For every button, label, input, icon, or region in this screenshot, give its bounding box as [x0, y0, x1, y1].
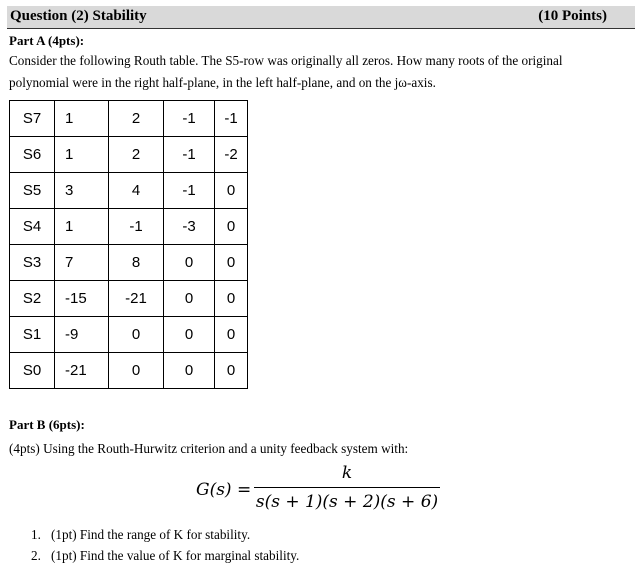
table-cell: -15	[55, 281, 109, 317]
table-cell: 1	[55, 209, 109, 245]
table-row	[10, 317, 248, 353]
table-cell: S0	[10, 353, 55, 389]
table-row	[10, 101, 248, 137]
table-cell: S4	[10, 209, 55, 245]
table-cell: -21	[109, 281, 164, 317]
list-item	[31, 524, 299, 545]
table-cell: -9	[55, 317, 109, 353]
list-text: (1pt) Find the range of K for stability.	[51, 527, 251, 542]
table-row	[10, 137, 248, 173]
part-b-intro: (4pts) Using the Routh-Hurwitz criterion and a unity feedback system with:	[9, 441, 409, 456]
table-cell: -1	[164, 173, 215, 209]
table-cell: 0	[164, 317, 215, 353]
question-points: (10 Points)	[538, 8, 607, 24]
table-row	[10, 353, 248, 389]
table-cell: 8	[109, 245, 164, 281]
table-cell: S3	[10, 245, 55, 281]
fraction-bar	[254, 487, 440, 488]
table-cell: -1	[215, 101, 248, 137]
table-row	[10, 245, 248, 281]
table-cell: 0	[215, 209, 248, 245]
equation-lhs: G(s) =	[196, 480, 252, 500]
question-header	[7, 6, 635, 29]
table-cell: 0	[164, 353, 215, 389]
part-a-text-line2: polynomial were in the right half-plane, in the left half-plane, and on the jω-axis.	[9, 75, 436, 90]
table-cell: 2	[109, 137, 164, 173]
table-cell: 0	[164, 245, 215, 281]
table-cell: S2	[10, 281, 55, 317]
part-b-title: Part B (6pts):	[9, 417, 85, 432]
task-list	[31, 524, 299, 566]
table-cell: S1	[10, 317, 55, 353]
list-number: 1.	[31, 527, 41, 542]
table-cell: 0	[215, 317, 248, 353]
table-cell: -1	[109, 209, 164, 245]
table-cell: 0	[215, 281, 248, 317]
table-cell: -1	[164, 137, 215, 173]
equation-denominator: s(s + 1)(s + 2)(s + 6)	[255, 492, 439, 512]
equation-numerator: k	[341, 463, 353, 483]
equation-fraction	[254, 462, 440, 513]
list-text: (1pt) Find the value of K for marginal stability.	[51, 548, 300, 563]
table-cell: -1	[164, 101, 215, 137]
table-cell: -2	[215, 137, 248, 173]
table-cell: 2	[109, 101, 164, 137]
table-cell: 0	[215, 173, 248, 209]
list-item	[31, 545, 299, 566]
question-title: Question (2) Stability	[10, 8, 147, 24]
table-cell: 0	[109, 317, 164, 353]
table-cell: 0	[109, 353, 164, 389]
table-cell: 3	[55, 173, 109, 209]
list-number: 2.	[31, 548, 41, 563]
table-cell: -3	[164, 209, 215, 245]
table-cell: S7	[10, 101, 55, 137]
table-cell: 1	[55, 101, 109, 137]
table-cell: S6	[10, 137, 55, 173]
table-cell: 1	[55, 137, 109, 173]
table-cell: 7	[55, 245, 109, 281]
table-cell: 0	[215, 353, 248, 389]
table-cell: 0	[164, 281, 215, 317]
table-cell: S5	[10, 173, 55, 209]
table-row	[10, 209, 248, 245]
table-cell: -21	[55, 353, 109, 389]
table-row	[10, 281, 248, 317]
table-row	[10, 173, 248, 209]
part-a-text-line1: Consider the following Routh table. The S5-row was originally all zeros. How many roots of the original	[9, 53, 563, 68]
routh-table	[9, 100, 248, 389]
part-a-title: Part A (4pts):	[9, 33, 85, 48]
table-cell: 0	[215, 245, 248, 281]
table-cell: 4	[109, 173, 164, 209]
